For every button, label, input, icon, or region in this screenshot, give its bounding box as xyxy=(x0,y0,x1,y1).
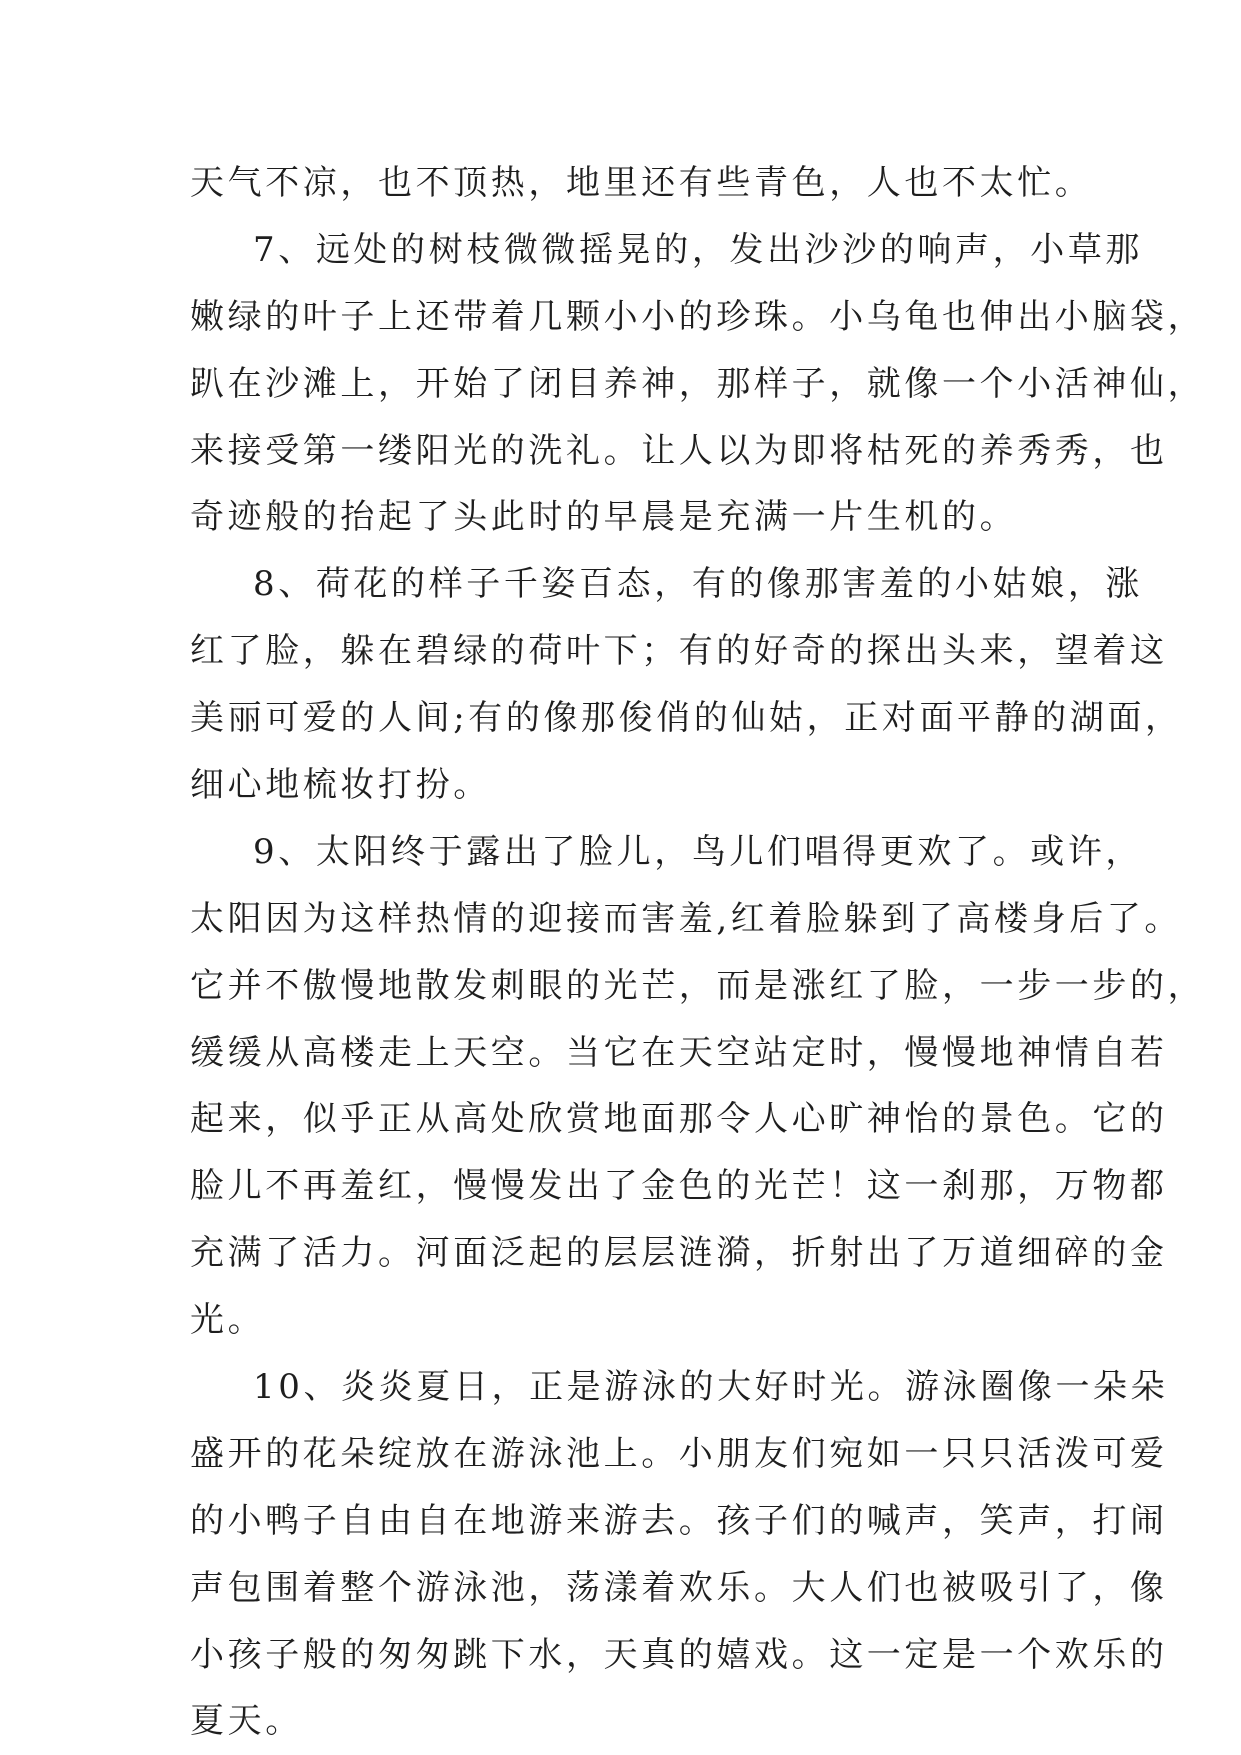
text-line: 红了脸，躲在碧绿的荷叶下；有的好奇的探出头来，望着这 xyxy=(190,631,1168,672)
document-body xyxy=(190,150,1206,1755)
text-line: 奇迹般的抬起了头此时的早晨是充满一片生机的。 xyxy=(190,497,1018,538)
text-line: 太阳因为这样热情的迎接而害羞,红着脸躲到了高楼身后了。 xyxy=(190,898,1183,939)
text-line: 声包围着整个游泳池，荡漾着欢乐。大人们也被吸引了，像 xyxy=(190,1567,1168,1608)
text-line: 嫩绿的叶子上还带着几颗小小的珍珠。小乌龟也伸出小脑袋， xyxy=(190,296,1206,337)
text-line: 夏天。 xyxy=(190,1701,303,1742)
paragraph-9-start: 9、太阳终于露出了脸儿，鸟儿们唱得更欢了。或许， xyxy=(253,831,1144,872)
text-line: 脸儿不再羞红，慢慢发出了金色的光芒！这一刹那，万物都 xyxy=(190,1166,1168,1207)
paragraph-8-start: 8、荷花的样子千姿百态，有的像那害羞的小姑娘，涨 xyxy=(253,564,1144,605)
text-line: 光。 xyxy=(190,1300,266,1341)
paragraph-7-start: 7、远处的树枝微微摇晃的，发出沙沙的响声，小草那 xyxy=(253,229,1144,270)
text-line: 的小鸭子自由自在地游来游去。孩子们的喊声，笑声，打闹 xyxy=(190,1500,1168,1541)
text-line: 天气不凉，也不顶热，地里还有些青色，人也不太忙。 xyxy=(190,163,1093,203)
paragraph-10-start: 10、炎炎夏日，正是游泳的大好时光。游泳圈像一朵朵 xyxy=(253,1367,1169,1408)
text-line: 它并不傲慢地散发刺眼的光芒，而是涨红了脸，一步一步的， xyxy=(190,965,1206,1006)
text-line: 来接受第一缕阳光的洗礼。让人以为即将枯死的养秀秀，也 xyxy=(190,430,1168,471)
text-line: 缓缓从高楼走上天空。当它在天空站定时，慢慢地神情自若 xyxy=(190,1032,1168,1073)
text-line: 趴在沙滩上，开始了闭目养神，那样子，就像一个小活神仙， xyxy=(190,363,1206,404)
text-line: 美丽可爱的人间;有的像那俊俏的仙姑，正对面平静的湖面， xyxy=(190,698,1183,739)
text-line: 充满了活力。河面泛起的层层涟漪，折射出了万道细碎的金 xyxy=(190,1233,1168,1274)
text-line: 小孩子般的匆匆跳下水，天真的嬉戏。这一定是一个欢乐的 xyxy=(190,1634,1168,1675)
text-line: 细心地梳妆打扮。 xyxy=(190,765,491,806)
text-line: 起来，似乎正从高处欣赏地面那令人心旷神怡的景色。它的 xyxy=(190,1099,1168,1140)
text-line: 盛开的花朵绽放在游泳池上。小朋友们宛如一只只活泼可爱 xyxy=(190,1433,1168,1474)
